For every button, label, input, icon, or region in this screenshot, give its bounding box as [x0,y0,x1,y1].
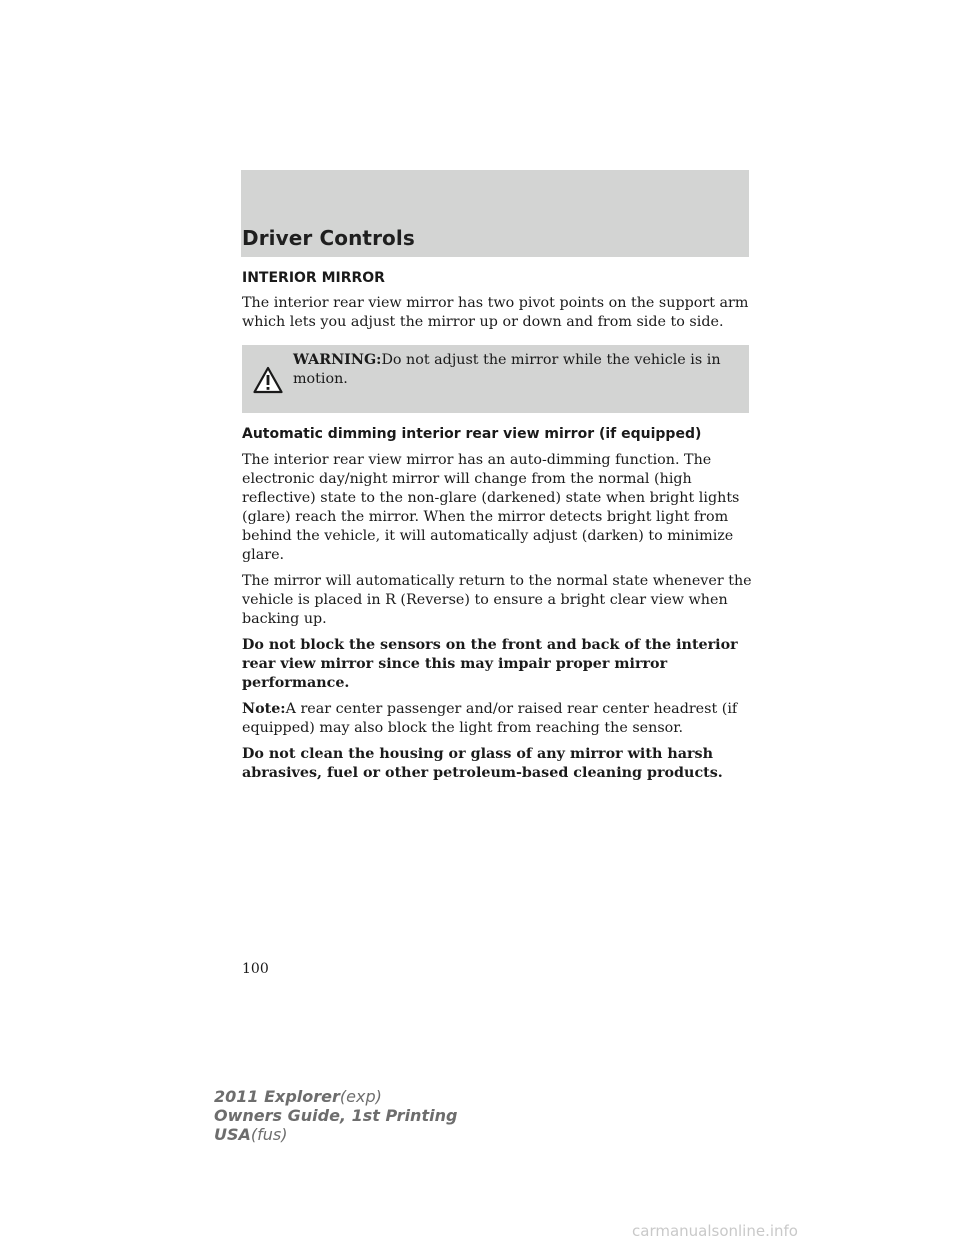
warning-message [293,351,733,389]
warning-box [242,345,749,413]
footer-model-code: (exp) [339,1087,382,1106]
paragraph-pivot-points: The interior rear view mirror has two pivot points on the support arm which lets you adjust the mirror up or down and from side to side. [242,295,749,330]
page-content [242,269,754,783]
page-number: 100 [242,961,269,977]
section-title: Driver Controls [242,226,415,250]
site-watermark: carmanualsonline.info [632,1222,798,1240]
print-footer [214,1087,457,1144]
notice-do-not-clean: Do not clean the housing or glass of any mirror with harsh abrasives, fuel or other petroleum-based cleaning products. [242,746,723,781]
footer-model: 2011 Explorer [214,1087,340,1106]
note-label: Note: [242,701,286,717]
footer-market-code: (fus) [250,1125,288,1144]
footer-printing: Owners Guide, 1st Printing [214,1106,458,1125]
warning-triangle-icon [253,366,283,394]
note-text: A rear center passenger and/or raised rear center headrest (if equipped) may also block the light from reaching the sensor. [242,701,738,736]
warning-label: WARNING: [293,352,382,368]
footer-market: USA [214,1125,251,1144]
paragraph-auto-dimming: The interior rear view mirror has an auto-dimming function. The electronic day/night mirror will change from the normal (high reflective) state to the non-glare (darkened) state when bright lights (glare) reach the mirror. When the mirror detects bright light from behind the vehicle, it will automatically adjust (darken) to minimize glare. [242,452,740,563]
heading-auto-dimming: Automatic dimming interior rear view mirror (if equipped) [242,426,702,442]
paragraph-reverse-state: The mirror will automatically return to the normal state whenever the vehicle is placed in R (Reverse) to ensure a bright clear view when backing up. [242,573,752,627]
heading-interior-mirror: INTERIOR MIRROR [242,270,385,286]
warning-text: Do not adjust the mirror while the vehicle is in motion. [293,352,721,387]
note-paragraph [242,700,754,738]
notice-do-not-block-sensors: Do not block the sensors on the front and back of the interior rear view mirror since this may impair proper mirror performance. [242,637,738,691]
